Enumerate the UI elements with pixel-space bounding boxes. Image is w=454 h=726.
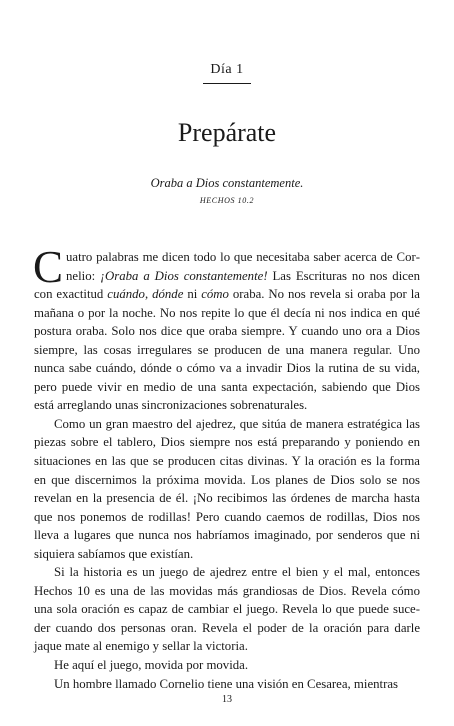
emphasis-como: cómo (201, 287, 229, 302)
paragraph-4: He aquí el juego, movida por movida. (54, 658, 249, 673)
drop-cap: C (33, 242, 64, 292)
emphasis-donde: dónde (152, 287, 184, 302)
paragraph-1-text: Las Escrituras no nos dicen con exactitud (34, 268, 421, 302)
paragraph-1-rest: oraba. No nos revela si oraba por la mañana o por la noche. No nos repite lo que él decía ni nos indica en qué postura oraba. Solo nos dice que oraba siempre. Y cuando uno ora a Dios siempre, las cosas irregulares se producen de una manera regular. Uno nunca sabe cuándo, dónde o cómo va a invadir Dios la rutina de su vida, pero puede vivir en medio de una santa expectación, sabiendo que Dios está arreglando unas sincronizaciones sobrenaturales. (34, 287, 420, 413)
epigraph-reference: HECHOS 10.2 (199, 196, 255, 205)
day-underline (203, 83, 251, 84)
separator: ni (183, 287, 202, 302)
day-label: Día 1 (210, 62, 244, 77)
epigraph-quote: Oraba a Dios constantemente. (150, 176, 304, 190)
page-number: 13 (222, 694, 232, 705)
paragraph-5: Un hombre llamado Cornelio tiene una visión en Cesarea, mientras (54, 676, 398, 691)
body-text (33, 242, 421, 693)
paragraph-1-lead: uatro palabras me dicen todo lo que necesitaba saber acerca de Cornelio: (66, 250, 420, 283)
paragraph-1-quote: ¡Oraba a Dios constantemente! (100, 268, 268, 283)
chapter-title: Prepárate (177, 118, 277, 147)
paragraph-2: Como un gran maestro del ajedrez, que sitúa de manera estratégica las piezas sobre el tablero, Dios siempre nos está preparando y poniendo en situaciones en las que se producen citas divinas. Y la oración es la forma en que discernimos la próxima movida. Los planes de Dios solo se nos revelan en la presencia de él. ¡No recibimos las órdenes de marcha hasta que nos ponemos de rodillas! Pero cuando caemos de rodillas, Dios nos lleva a lugares que nunca nos habríamos imaginado, por senderos que ni siquiera sabíamos que existían. (34, 416, 420, 561)
separator: , (144, 287, 153, 302)
paragraph-1 (33, 242, 421, 415)
emphasis-cuando: cuándo (107, 287, 145, 302)
paragraph-3: Si la historia es un juego de ajedrez entre el bien y el mal, entonces Hechos 10 es una de las movidas más grandiosas de Dios. Revela cómo una sola oración es capaz de cambiar el juego. Revela lo que puede suceder cuando dos personas oran. Revela el poder de la oración para darle jaque mate al enemigo y sellar la victoria. (34, 565, 420, 654)
